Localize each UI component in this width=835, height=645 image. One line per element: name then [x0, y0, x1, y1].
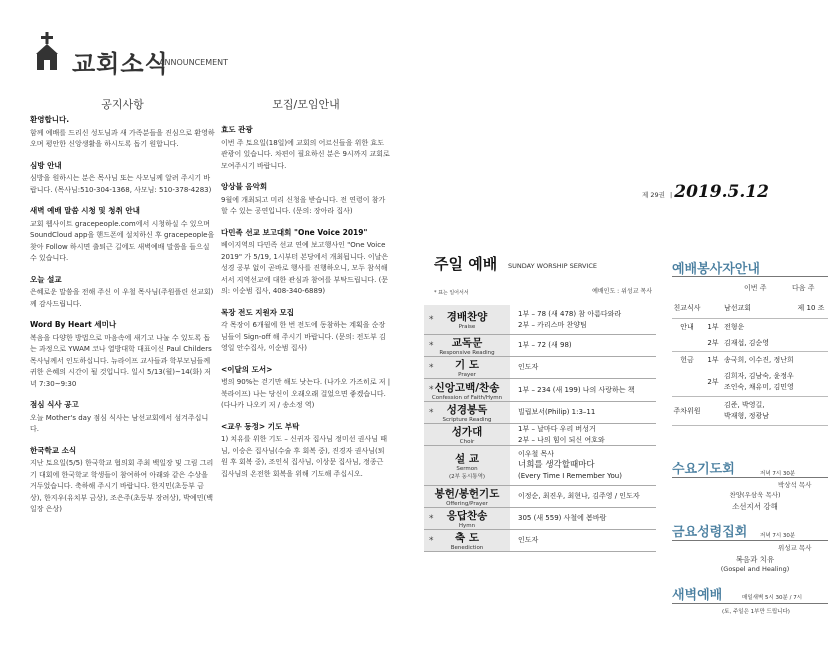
volunteer-row [672, 397, 828, 426]
worship-item-english: Sermon [456, 466, 478, 472]
meetings-section [221, 124, 391, 172]
worship-item [424, 508, 510, 529]
worship-item [424, 486, 510, 507]
worship-detail-line: 인도자 [518, 363, 539, 371]
meetings-section [221, 227, 391, 298]
stand-note: * 표는 일어서서 [434, 290, 469, 296]
worship-detail-line: 이정순, 최진우, 최현나, 김주영 / 인도자 [518, 492, 640, 500]
worship-item-detail [510, 357, 656, 378]
friday-rule [672, 540, 828, 541]
worship-item [424, 379, 510, 401]
announcements-section [30, 445, 215, 516]
announcements-list [30, 114, 215, 516]
dawn-time: 매일새벽 5시 30분 / 7시 [742, 595, 803, 601]
page-title: 교회소식 [72, 50, 169, 78]
worship-row [424, 530, 656, 552]
worship-item-english: Scripture Reading [442, 417, 492, 423]
meetings-heading: 모집/모임안내 [272, 98, 340, 111]
volunteer-row [672, 298, 828, 319]
volunteer-role: 친교식사 [673, 304, 701, 312]
worship-detail-line: 1부 – 78 (새 478) 참 아름다와라 [518, 309, 622, 318]
page-subtitle: ANNOUNCEMENT [159, 58, 229, 67]
volunteer-role: 주차위원 [673, 407, 701, 415]
standing-mark: * [429, 385, 434, 395]
announcements-section [30, 160, 215, 197]
standing-mark: * [429, 535, 434, 546]
standing-mark: * [429, 513, 434, 524]
worship-row [424, 379, 656, 402]
announcements-section-body: 오늘 Mother's day 점심 식사는 남선교회에서 섬겨주십니다. [30, 413, 209, 433]
volunteer-part: 1부 [707, 323, 719, 331]
worship-item [424, 335, 510, 356]
meetings-section-body: 9월에 개최되고 미리 신청을 받습니다. 전 연령이 참가할 수 있는 공연입니다. (문의: 장아라 집사) [221, 195, 386, 215]
worship-item-detail [510, 379, 656, 401]
meetings-section-body: 이번 주 토요일(18일)에 교회의 어르신들을 위한 효도 관광이 있습니다. 차편이 필요하신 분은 9시까지 교회로 모여주시기 바랍니다. [221, 138, 390, 170]
worship-detail-line: 빌립보서(Philip) 1:3–11 [518, 408, 596, 416]
announcements-section [30, 399, 215, 436]
standing-mark: * [429, 340, 434, 351]
issue-volume: 제 29권 [642, 191, 665, 199]
volunteer-part: 2부 [707, 339, 719, 347]
worship-item-detail [510, 402, 656, 423]
worship-detail-line: 1부 – 날마다 우리 버성거 [518, 424, 596, 433]
worship-item-name: 신앙고백/찬송 [434, 381, 500, 394]
volunteer-part: 1부 [707, 356, 719, 364]
volunteer-role: 헌금 [680, 356, 694, 364]
worship-item-detail [510, 305, 656, 334]
worship-subtitle: SUNDAY WORSHIP SERVICE [508, 262, 597, 270]
volunteer-this-week: 송국희, 이수진, 정난희 [724, 355, 794, 364]
volunteer-this-week: 김희자, 김남숙, 윤정우 조인숙, 채유미, 김민영 [724, 372, 794, 391]
worship-row [424, 357, 656, 379]
worship-item-name: 교독문 [451, 337, 483, 349]
standing-mark: * [429, 362, 434, 373]
announcements-section-title: Word By Heart 세미나 [30, 320, 117, 329]
meetings-section-body: 1) 치유를 위한 기도 – 신귀자 집사님 정미선 권사님 때님, 이승은 집사님(수술 후 회복 중), 진경자 권사님(퇴원 후 회복 중), 조인식 집사님, 이상문 집사님, 정종근 집사님의 온전한 회복을 위해 기도해 주십시오. [221, 435, 387, 478]
meetings-section-body: 병의 90%는 걷기만 해도 낫는다. (나가오 가즈히로 저 | 북라이프) 나는 당신이 오래오래 걸었으면 좋겠습니다. (다나카 나오키 저 / 송소정 역) [221, 378, 391, 409]
worship-item-name: 기 도 [455, 359, 479, 371]
volunteer-role: 안내 [680, 323, 694, 331]
dawn-title: 새벽예배 [672, 588, 723, 603]
worship-row [424, 508, 656, 530]
church-icon [32, 32, 62, 72]
worship-title: 주일 예배 [434, 255, 498, 273]
volunteer-row [672, 368, 828, 397]
announcements-section-body: 교회 웹사이트 gracepeople.com에서 시청하실 수 있으며 SoundCloud app을 핸드폰에 설치하신 후 gracepeople을 찾아 Follow 하시면 출퇴근 길에도 새벽예배 말씀을 들으실 수 있습니다. [30, 219, 215, 262]
meetings-section-title: 효도 관광 [221, 125, 253, 134]
meetings-section-title: <이달의 도서> [221, 364, 273, 374]
worship-row [424, 446, 656, 486]
worship-item [424, 446, 510, 485]
standing-mark: * [429, 314, 434, 325]
worship-order-table [424, 305, 656, 552]
wednesday-line2: 소선지서 강해 [732, 502, 778, 511]
worship-item [424, 530, 510, 551]
meetings-section-title: <교우 동정> 기도 부탁 [221, 421, 300, 431]
volunteers-col-next: 다음 주 [792, 284, 815, 292]
worship-item-detail [510, 486, 656, 507]
worship-row [424, 402, 656, 424]
announcements-section [30, 319, 215, 390]
volunteers-col-this: 이번 주 [744, 284, 767, 292]
worship-detail-line: 너희를 생각할때마다 [518, 460, 595, 470]
worship-item-name: 응답찬송 [446, 510, 488, 522]
worship-row [424, 424, 656, 446]
worship-detail-line: (Every Time I Remember You) [518, 472, 622, 480]
announcements-section-body: 복음을 다양한 방법으로 마음속에 새기고 나눌 수 있도록 돕는 과정으로 YWAM 코나 열방대학 대표이신 Paul Childers 목사님께서 인도하십니다. 뉴라이프 교사들과 학부모님들께 귀한 은혜의 시간이 될 것입니다. 일시 5/13(월)~14(화) 저녁 7:30~9:30 [30, 333, 212, 388]
wednesday-line1: 찬양(우삼욱 목사) [729, 491, 781, 499]
meetings-section [221, 307, 391, 355]
worship-row [424, 335, 656, 357]
meetings-section-title: 목장 전도 지원자 모집 [221, 307, 295, 317]
meetings-section-title: 앙상블 음악회 [221, 182, 268, 191]
worship-item-name: 설 교 [455, 453, 479, 465]
wednesday-preacher: 박상석 목사 [778, 481, 812, 489]
worship-item-english: Responsive Reading [439, 350, 495, 356]
worship-detail-line: 2부 – 카리스마 찬양팀 [518, 320, 587, 329]
friday-preacher: 위성교 목사 [778, 544, 812, 552]
meetings-section-body: 베이지역의 다민족 선교 연예 보고행사인 "One Voice 2019" 가 5/19, 1시부터 본당에서 개최됩니다. 이날은 성경 공부 없이 곧바로 행사를 진행하오니, 모두 참석해서서 지역선교에 대한 관심과 참여를 부탁드립니다. (문의: 이순범 집사, 408-340-6889) [221, 241, 389, 295]
announcements-section-title: 한국학교 소식 [30, 445, 77, 455]
wednesday-rule [672, 477, 828, 478]
worship-item-english: Prayer [458, 372, 476, 378]
volunteer-part: 2부 [707, 378, 719, 386]
announcements-section-body: 함께 예배를 드리신 성도님과 새 가족분들을 진심으로 환영하오며 평안한 신앙생활을 하시도록 돕기 원합니다. [30, 128, 215, 148]
worship-row [424, 305, 656, 335]
announcements-section-body: 심방을 원하시는 분은 목사님 또는 사모님께 알려 주시기 바랍니다. (목사님:510-304-1368, 사모님: 510-378-4283) [30, 174, 212, 194]
issue-date-value: 2019.5.12 [674, 182, 769, 202]
announcements-section-title: 오늘 설교 [30, 274, 62, 284]
worship-leader: 예배인도 : 위성교 목사 [592, 288, 652, 295]
worship-item [424, 305, 510, 334]
worship-detail-line: 305 (새 559) 사철에 봄바람 [518, 514, 607, 522]
worship-item-detail [510, 335, 656, 356]
worship-detail-line: 2부 – 나의 힘이 되신 여호와 [518, 435, 605, 444]
worship-item-english: Hymn [458, 523, 476, 529]
announcements-section [30, 114, 215, 151]
worship-item-english: Praise [458, 324, 476, 330]
worship-detail-line: 이우철 목사 [518, 450, 555, 458]
volunteers-table [672, 298, 828, 426]
worship-item-english: Benediction [450, 545, 484, 551]
meetings-section-body: 각 목장이 6개월에 한 번 전도에 동참하는 계획을 순장님들이 Sign-off 해 주시기 바랍니다. (문의: 전도부 김영일 안수집사, 이순범 집사) [221, 321, 386, 352]
worship-item-name: 성가대 [451, 426, 483, 438]
volunteer-row [672, 352, 828, 368]
wednesday-time: 저녁 7시 30분 [760, 471, 796, 477]
announcements-section-title: 심방 안내 [30, 160, 62, 170]
announcements-section-title: 환영합니다. [30, 115, 70, 124]
volunteer-this-week: 남선교회 [724, 303, 752, 312]
worship-item-name: 경배찬양 [446, 311, 488, 323]
announcements-section-body: 은혜로운 말씀을 전해 주신 이 우철 목사님(주원플린 선교회)께 감사드립니다. [30, 288, 214, 308]
volunteer-next-week: 제 10 조 [797, 304, 825, 312]
worship-item-english: Confession of Faith/Hymn [431, 394, 503, 401]
worship-detail-line: 1부 – 234 (새 199) 나의 사랑하는 책 [518, 385, 635, 394]
worship-item-name: 성경봉독 [446, 404, 488, 416]
standing-mark: * [429, 407, 434, 418]
meetings-section [221, 181, 391, 218]
worship-detail-line: 인도자 [518, 536, 539, 544]
meetings-section [221, 364, 391, 412]
worship-item-detail [510, 530, 656, 551]
volunteers-title: 예배봉사자안내 [672, 262, 760, 277]
volunteer-this-week: 김준, 박영길, 박재형, 정광남 [724, 401, 770, 420]
worship-row [424, 486, 656, 508]
dawn-note: (토, 주일은 1부만 드립니다) [722, 609, 790, 615]
worship-item-detail [510, 446, 656, 485]
announcements-section [30, 274, 215, 311]
volunteers-rule [672, 276, 828, 277]
worship-item-english: Choir [459, 439, 475, 445]
volunteer-this-week: 전형운 [724, 322, 745, 331]
friday-time: 저녁 7시 30분 [760, 533, 796, 539]
worship-item [424, 402, 510, 423]
announcements-heading: 공지사항 [101, 98, 144, 111]
worship-item-name: 봉헌/봉헌기도 [434, 488, 500, 500]
worship-detail-line: 1부 – 72 (새 98) [518, 341, 572, 349]
wednesday-title: 수요기도회 [672, 462, 735, 477]
meetings-section-title: 다민족 선교 보고대회 "One Voice 2019" [221, 227, 368, 237]
dawn-rule [672, 603, 828, 604]
worship-item-english: Offering/Prayer [446, 501, 488, 507]
announcements-section-title: 점심 식사 공고 [30, 400, 79, 409]
friday-line2: (Gospel and Healing) [720, 565, 790, 573]
announcements-section-body: 지난 토요일(5/5) 한국학교 협의회 주최 백일장 및 그림 그리기 대회에 한국학교 학생들이 참여하여 아래와 같은 수상을 거두었습니다. 축하해 주시기 바랍니다. 한지민(초등부 금상), 한지우(유치부 금상), 조은주(초등부 장려상), 박예민(백일장 은상) [30, 459, 214, 513]
friday-title: 금요성령집회 [672, 525, 748, 540]
worship-item [424, 357, 510, 378]
volunteer-row [672, 319, 828, 335]
announcements-section [30, 205, 215, 265]
friday-line1: 복음과 치유 [735, 555, 775, 564]
worship-item-name: 축 도 [455, 532, 479, 544]
meetings-section [221, 421, 391, 481]
volunteer-row [672, 335, 828, 352]
worship-item-note: (2부 동시통역) [448, 474, 486, 480]
worship-item-detail [510, 508, 656, 529]
meetings-list [221, 124, 391, 480]
volunteer-this-week: 김재섭, 김순영 [724, 338, 770, 347]
worship-item [424, 424, 510, 445]
announcements-section-title: 새벽 예배 말씀 시청 및 청취 안내 [30, 206, 140, 215]
worship-item-detail [510, 424, 656, 445]
issue-date: 제 29권 | 2019.5.12 [642, 182, 769, 202]
